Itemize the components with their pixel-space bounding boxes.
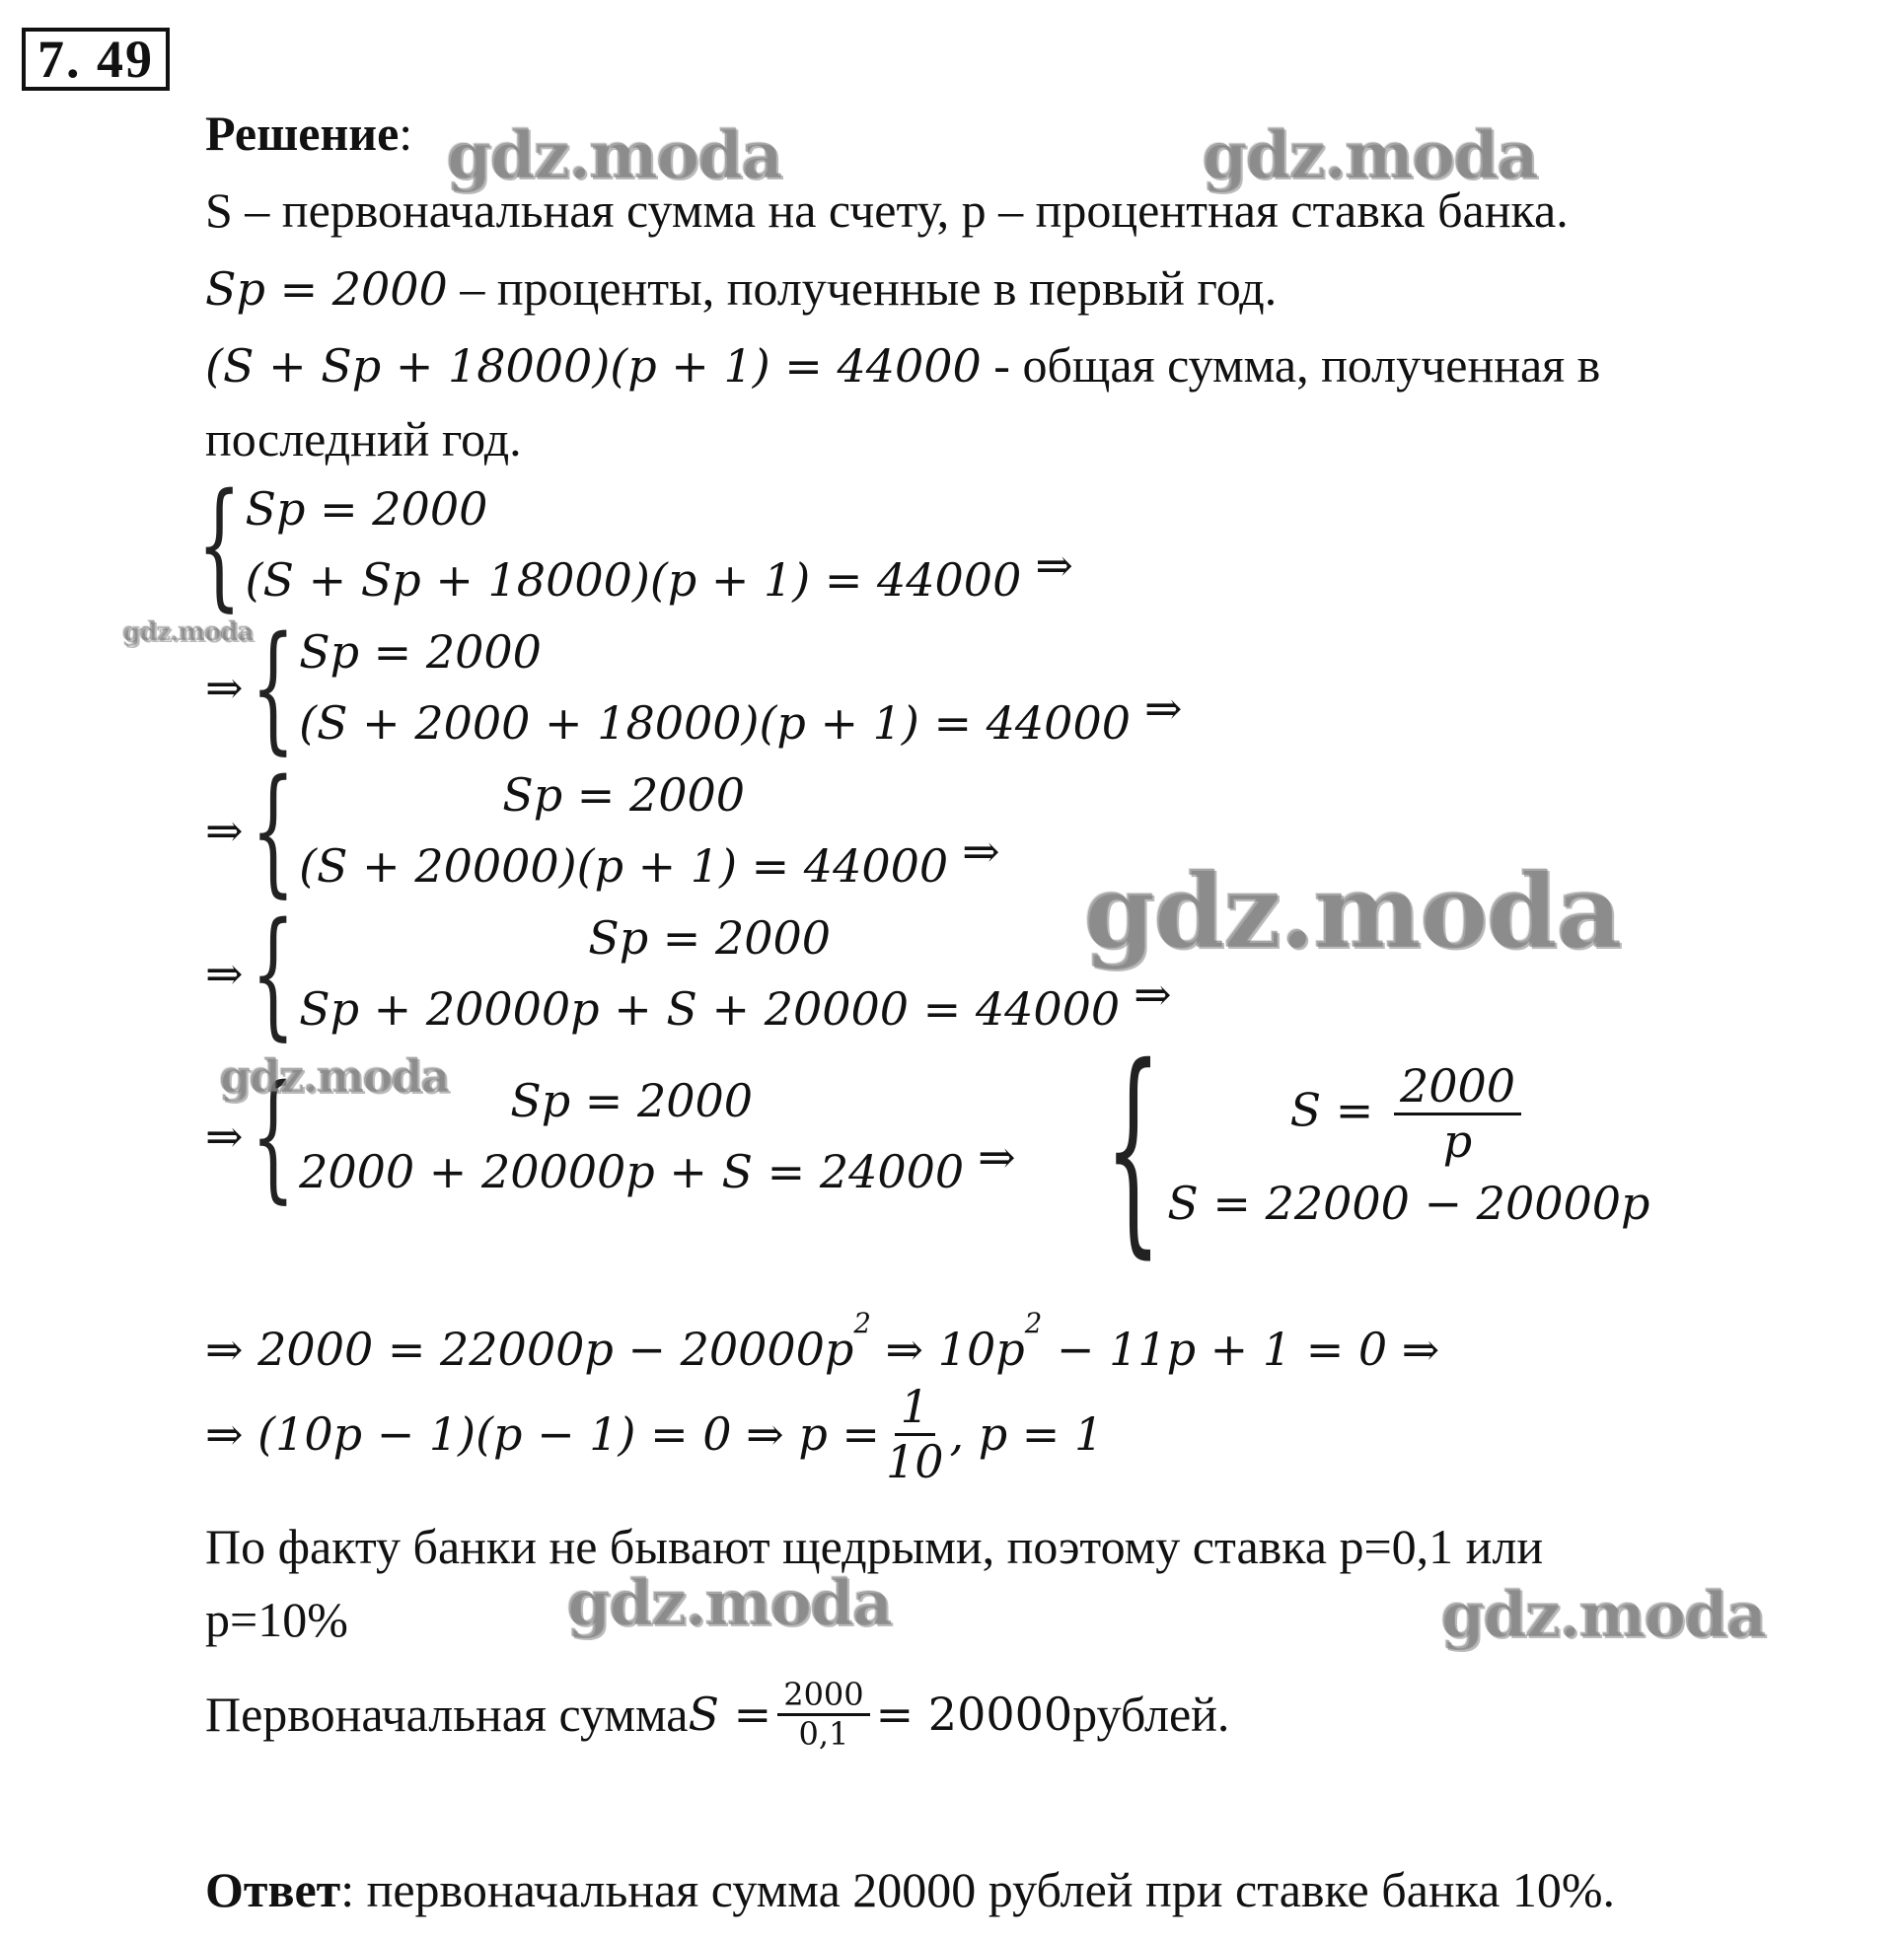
equation-roots-b: , p = 1 <box>949 1407 1104 1462</box>
fraction-2000-over-0-1 <box>777 1677 869 1753</box>
answer-line <box>205 1860 1615 1919</box>
system-5-row-2: 2000 + 20000p + S = 24000 <box>299 1145 965 1198</box>
implies-arrow: ⇒ <box>205 661 244 714</box>
solution-heading: Решение: <box>205 106 413 161</box>
brace: { <box>251 607 296 768</box>
system-1 <box>197 464 1073 625</box>
system-1-row-1: Sp = 2000 <box>245 482 488 536</box>
implies-arrow: ⇒ <box>1134 968 1172 1021</box>
equation-quadratic-b: ⇒ 10p <box>870 1323 1025 1376</box>
system-2-row-1: Sp = 2000 <box>299 625 542 679</box>
exponent: 2 <box>853 1307 871 1339</box>
fraction-numerator: 2000 <box>1394 1060 1521 1115</box>
equation-roots <box>205 1381 1103 1488</box>
watermark: gdz.moda <box>1083 850 1621 971</box>
initial-sum-unit: рублей. <box>1072 1687 1230 1743</box>
fraction-numerator: 1 <box>895 1381 935 1436</box>
brace: { <box>251 1055 296 1217</box>
system-6 <box>1105 1020 1650 1279</box>
implies-arrow: ⇒ <box>1035 539 1073 592</box>
implies-arrow: ⇒ <box>962 825 1000 878</box>
watermark: gdz.moda <box>122 617 254 647</box>
implies-arrow: ⇒ <box>978 1130 1016 1184</box>
fraction-1-over-10 <box>886 1381 944 1488</box>
system-4-row-1: Sp = 2000 <box>588 911 832 965</box>
equation-roots-a: ⇒ (10p − 1)(p − 1) = 0 ⇒ p = <box>205 1407 880 1462</box>
system-1-row-2: (S + Sp + 18000)(p + 1) = 44000 <box>245 553 1022 607</box>
text-line-4: последний год. <box>205 411 522 467</box>
fraction-numerator: 2000 <box>777 1677 869 1716</box>
answer-text: : первоначальная сумма 20000 рублей при ставке банка 10%. <box>340 1862 1616 1917</box>
conclusion-line-1: По факту банки не бывают щедрыми, поэтому ставка p=0,1 или <box>205 1519 1544 1574</box>
problem-number: 7. 49 <box>22 28 170 91</box>
implies-arrow: ⇒ <box>205 947 244 1000</box>
fraction-denominator: 10 <box>885 1434 944 1488</box>
system-3-row-1: Sp = 2000 <box>502 768 746 822</box>
system-3-row-2: (S + 20000)(p + 1) = 44000 <box>299 839 949 893</box>
system-2-row-2: (S + 2000 + 18000)(p + 1) = 44000 <box>299 696 1131 750</box>
watermark: gdz.moda <box>566 1566 891 1640</box>
initial-sum-rhs: = 20000 <box>875 1688 1073 1742</box>
system-4 <box>205 893 1172 1054</box>
text-line-2 <box>205 258 1277 319</box>
fraction-denominator: p <box>1442 1114 1473 1168</box>
brace: { <box>251 750 296 911</box>
brace: { <box>197 464 242 625</box>
equation-quadratic <box>205 1294 1439 1379</box>
system-6-lhs: S = <box>1289 1083 1374 1137</box>
system-6-row-2: S = 22000 − 20000p <box>1167 1176 1650 1230</box>
brace: { <box>1105 1020 1162 1279</box>
watermark: gdz.moda <box>219 1049 448 1103</box>
brace: { <box>251 893 296 1054</box>
text-line-2-rest: – проценты, полученные в первый год. <box>447 260 1278 316</box>
system-2 <box>205 607 1183 768</box>
system-5-row-1: Sp = 2000 <box>510 1074 754 1127</box>
answer-label: Ответ <box>205 1862 341 1917</box>
watermark: gdz.moda <box>1440 1578 1765 1652</box>
system-3 <box>205 750 1000 911</box>
initial-sum-line <box>205 1677 1229 1753</box>
implies-arrow: ⇒ <box>1144 682 1183 735</box>
initial-sum-lhs: S = <box>688 1688 772 1742</box>
exponent: 2 <box>1024 1307 1043 1339</box>
conclusion-line-2: p=10% <box>205 1592 348 1647</box>
text-line-3-rest: - общая сумма, полученная в <box>981 337 1601 393</box>
math-total: (S + Sp + 18000)(p + 1) = 44000 <box>205 339 982 393</box>
initial-sum-text: Первоначальная сумма <box>205 1687 689 1743</box>
system-6-row-1 <box>1167 1060 1649 1168</box>
system-4-row-2: Sp + 20000p + S + 20000 = 44000 <box>299 982 1121 1036</box>
watermark: gdz.moda <box>446 116 781 193</box>
fraction-denominator: 0,1 <box>798 1714 849 1753</box>
solution-label: Решение <box>205 106 400 161</box>
equation-quadratic-c: − 11p + 1 = 0 ⇒ <box>1042 1323 1440 1376</box>
fraction-2000-over-p <box>1394 1060 1521 1168</box>
watermark: gdz.moda <box>1202 116 1537 193</box>
implies-arrow: ⇒ <box>205 804 244 857</box>
math-sp: Sp = 2000 <box>205 262 448 316</box>
implies-arrow: ⇒ <box>205 1110 244 1163</box>
text-line-1: S – первоначальная сумма на счету, p – процентная ставка банка. <box>205 182 1569 238</box>
text-line-3 <box>205 335 1600 395</box>
equation-quadratic-a: ⇒ 2000 = 22000p − 20000p <box>205 1323 854 1376</box>
